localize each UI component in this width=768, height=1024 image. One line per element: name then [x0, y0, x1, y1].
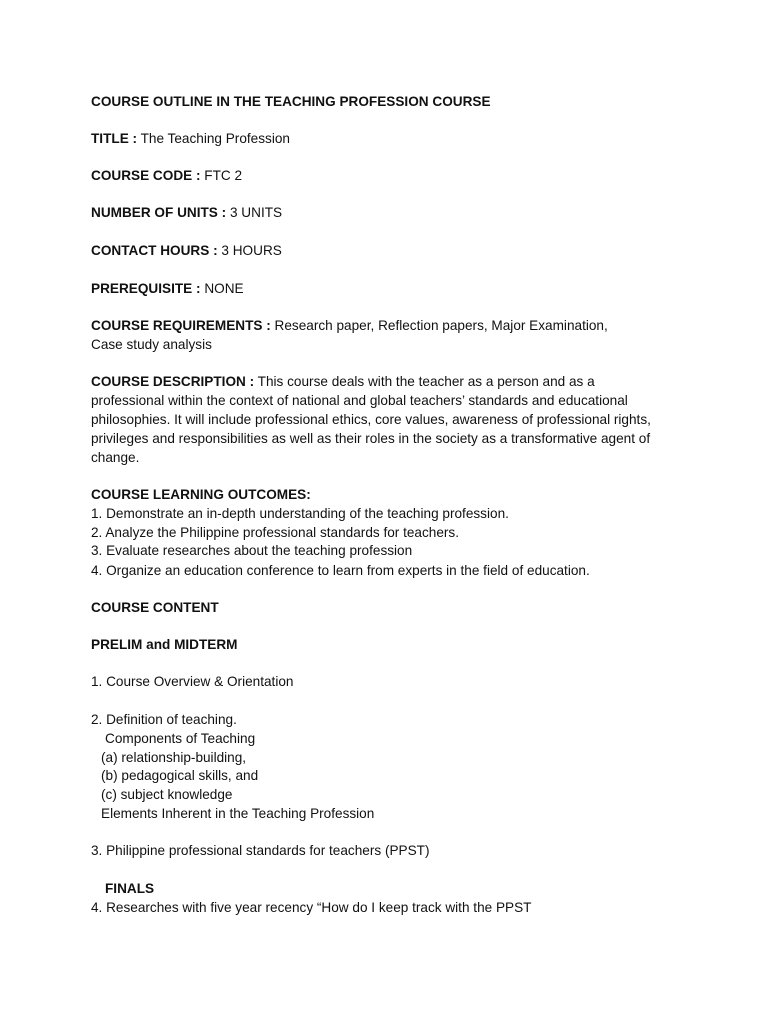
contact-hours-line [91, 241, 282, 260]
course-content-label: COURSE CONTENT [91, 600, 219, 615]
component-item: (c) subject knowledge [101, 787, 233, 802]
prerequisite-label: PREREQUISITE : [91, 281, 201, 296]
requirements-value: Research paper, Reflection papers, Major Examination, Case study analysis [91, 318, 608, 352]
outcomes-label: COURSE LEARNING OUTCOMES: [91, 487, 311, 502]
components-subheading: Components of Teaching [105, 731, 256, 746]
units-line [91, 203, 282, 222]
requirements-label: COURSE REQUIREMENTS : [91, 318, 271, 333]
units-label: NUMBER OF UNITS : [91, 205, 227, 220]
outcome-item: 4. Organize an education conference to learn from experts in the field of education. [91, 563, 590, 578]
document-heading: COURSE OUTLINE IN THE TEACHING PROFESSION COURSE [91, 94, 491, 109]
finals-label: FINALS [105, 881, 155, 896]
content-item: 4. Researches with five year recency “How do I keep track with the PPST [91, 900, 532, 915]
description-label: COURSE DESCRIPTION : [91, 374, 255, 389]
outcome-item: 2. Analyze the Philippine professional standards for teachers. [91, 525, 460, 540]
outcome-item: 1. Demonstrate an in-depth understanding of the teaching profession. [91, 506, 509, 521]
course-code-line [91, 166, 242, 185]
content-item: 3. Philippine professional standards for teachers (PPST) [91, 843, 430, 858]
outcome-item: 3. Evaluate researches about the teaching profession [91, 543, 413, 558]
description-paragraph [91, 372, 663, 467]
title-line [91, 129, 290, 148]
course-code-label: COURSE CODE : [91, 168, 201, 183]
requirements-paragraph [91, 316, 643, 354]
contact-hours-label: CONTACT HOURS : [91, 243, 218, 258]
prelim-midterm-label: PRELIM and MIDTERM [91, 637, 238, 652]
contact-hours-value: 3 HOURS [221, 243, 282, 258]
content-item: 2. Definition of teaching. [91, 712, 237, 727]
course-code-value: FTC 2 [204, 168, 243, 183]
elements-subheading: Elements Inherent in the Teaching Profession [101, 806, 375, 821]
prerequisite-line [91, 279, 244, 298]
title-value: The Teaching Profession [140, 131, 290, 146]
component-item: (a) relationship-building, [101, 750, 247, 765]
prerequisite-value: NONE [204, 281, 244, 296]
units-value: 3 UNITS [229, 205, 283, 220]
content-item: 1. Course Overview & Orientation [91, 674, 294, 689]
description-value: This course deals with the teacher as a person and as a professional within the context of national and global teachers’ standards and educational philosophies. It will include professional ethics, core values, awareness of professional rights, privileges and responsibilities as well as their roles in the society as a transformative agent of change. [91, 374, 651, 465]
component-item: (b) pedagogical skills, and [101, 768, 259, 783]
title-label: TITLE : [91, 131, 138, 146]
